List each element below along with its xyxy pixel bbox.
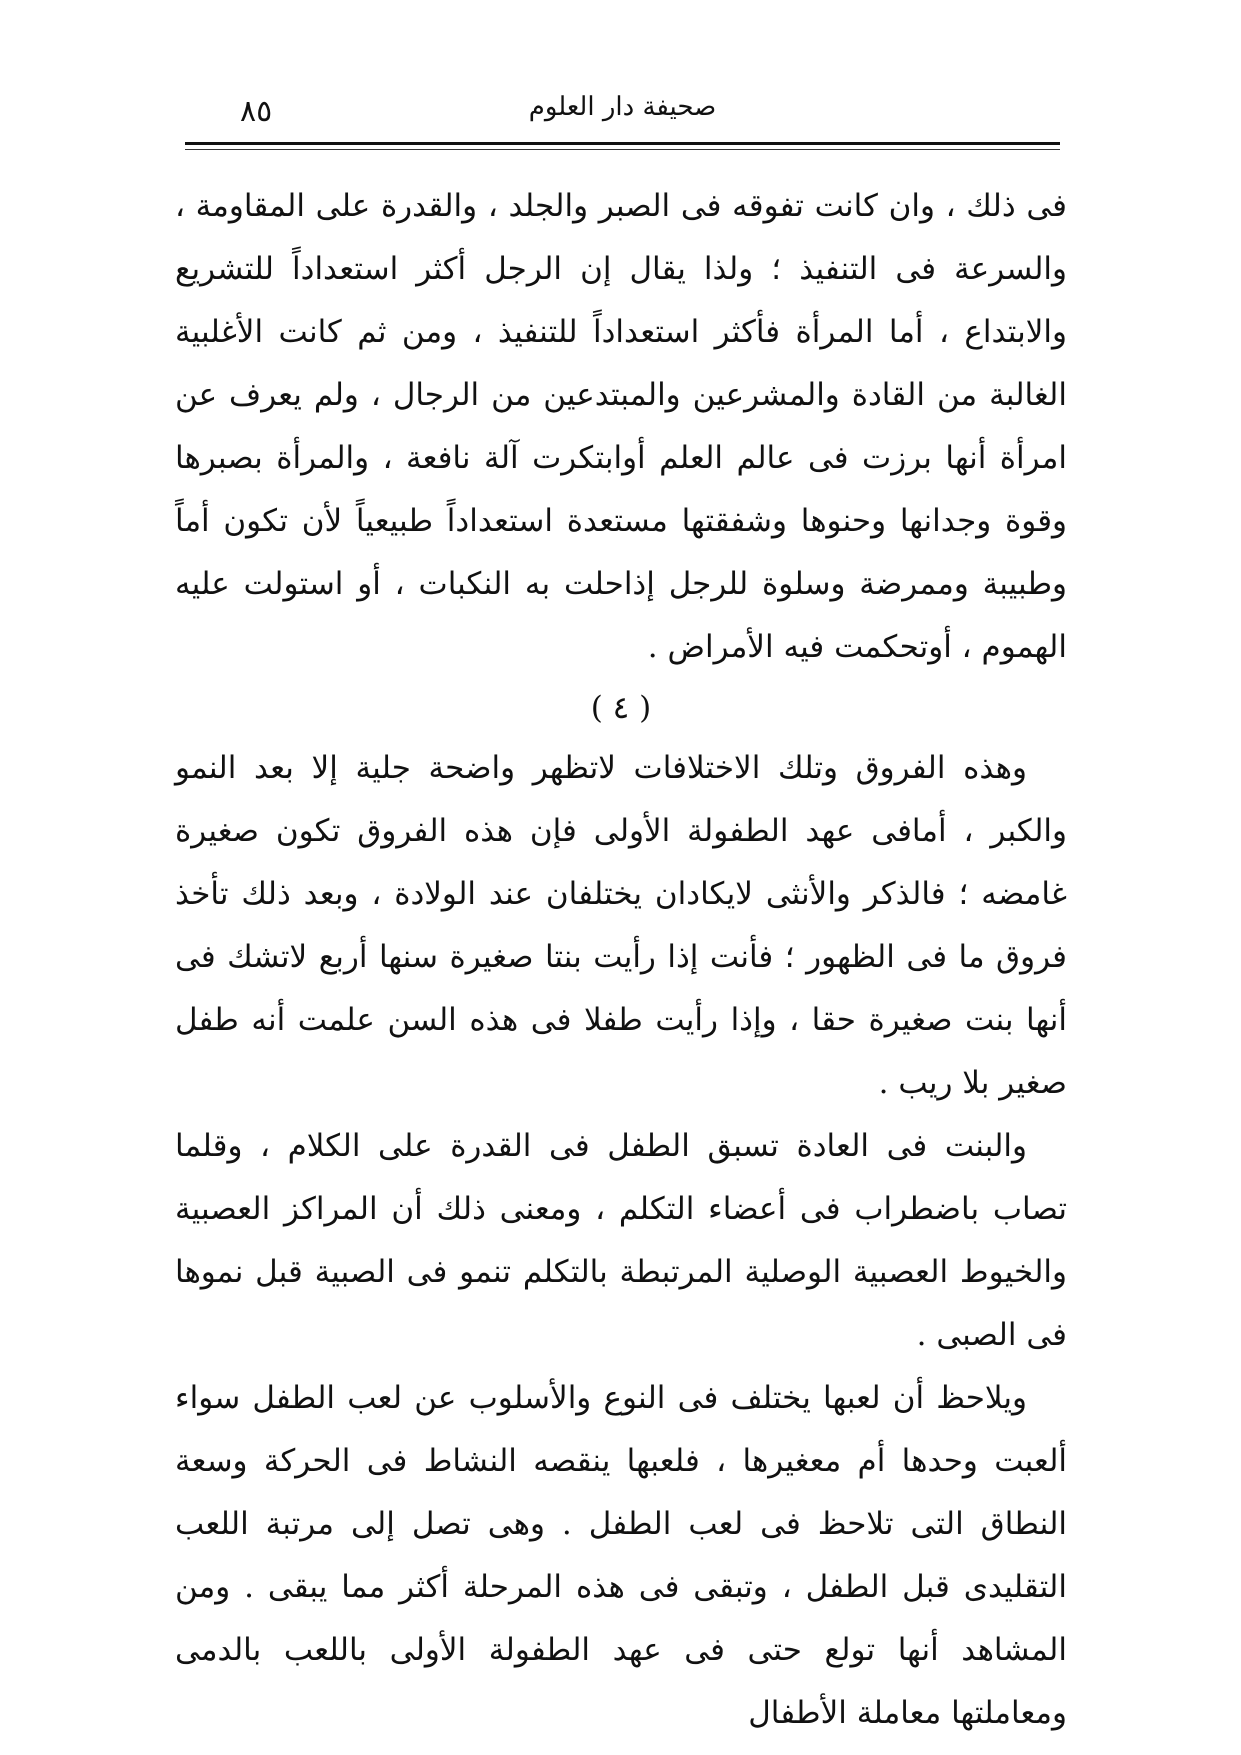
- header-rule-thin: [185, 149, 1060, 150]
- paragraph-4: ويلاحظ أن لعبها يختلف فى النوع والأسلوب عن لعب الطفل سواء ألعبت وحدها أم معغيرها ، فلعبها ينقصه النشاط فى الحركة وسعة النطاق التى تلاحظ فى لعب الطفل . وهى تصل إلى مرتبة اللعب التقليدى قبل الطفل ، وتبقى فى هذه المرحلة أكثر مما يبقى . ومن المشاهد أنها تولع حتى فى عهد الطفولة الأولى باللعب بالدمى ومعاملتها معاملة الأطفال: [175, 1380, 1067, 1731]
- page-header: [185, 88, 1060, 138]
- running-title: صحيفة دار العلوم: [528, 92, 717, 122]
- page-number: ٨٥: [240, 94, 273, 129]
- section-number: ( ٤ ): [590, 690, 652, 726]
- body-text: [175, 175, 1067, 1745]
- header-rule: [185, 142, 1060, 145]
- paragraph-2: وهذه الفروق وتلك الاختلافات لاتظهر واضحة جلية إلا بعد النمو والكبر ، أمافى عهد الطفولة الأولى فإن هذه الفروق تكون صغيرة غامضه ؛ فالذكر والأنثى لايكادان يختلفان عند الولادة ، وبعد ذلك تأخذ فروق ما فى الظهور ؛ فأنت إذا رأيت بنتا صغيرة سنها أربع لاتشك فى أنها بنت صغيرة حقا ، وإذا رأيت طفلا فى هذه السن علمت أنه طفل صغير بلا ريب .: [175, 750, 1067, 1101]
- paragraph-3: والبنت فى العادة تسبق الطفل فى القدرة على الكلام ، وقلما تصاب باضطراب فى أعضاء التكلم ، ومعنى ذلك أن المراكز العصبية والخيوط العصبية الوصلية المرتبطة بالتكلم تنمو فى الصبية قبل نموها فى الصبى .: [175, 1128, 1067, 1353]
- paragraph-1: فى ذلك ، وان كانت تفوقه فى الصبر والجلد ، والقدرة على المقاومة ، والسرعة فى التنفيذ ؛ ولذا يقال إن الرجل أكثر استعداداً للتشريع والابتداع ، أما المرأة فأكثر استعداداً للتنفيذ ، ومن ثم كانت الأغلبية الغالبة من القادة والمشرعين والمبتدعين من الرجال ، ولم يعرف عن امرأة أنها برزت فى عالم العلم أوابتكرت آلة نافعة ، والمرأة بصبرها وقوة وجدانها وحنوها وشفقتها مستعدة استعداداً طبيعياً لأن تكون أماً وطبيبة وممرضة وسلوة للرجل إذاحلت به النكبات ، أو استولت عليه الهموم ، أوتحكمت فيه الأمراض .: [175, 188, 1067, 665]
